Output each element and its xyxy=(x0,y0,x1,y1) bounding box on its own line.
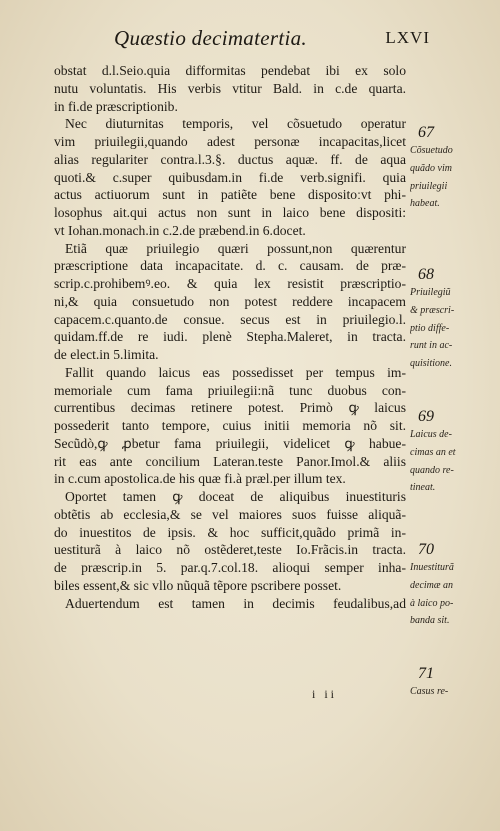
text-line: nutu voluntatis. His verbis vtitur Bald. in c.de quarta. xyxy=(54,80,406,96)
marginal-gloss-line: Laicus de- xyxy=(410,429,452,440)
text-line: de elect.in 5.limita. xyxy=(54,347,159,362)
marginal-note-71 xyxy=(410,665,496,701)
marginal-gloss-line: Cõsuetudo xyxy=(410,145,453,156)
text-line: alias regulariter contra.l.3.§. ductus aquæ. ff. de aqua xyxy=(54,151,406,167)
text-line: Nec diuturnitas temporis, vel cõsuetudo operatur xyxy=(65,116,406,132)
text-line: do inuestitos de ipsis. & hoc sufficit,quãdo primã in- xyxy=(54,524,406,540)
marginal-gloss-line: cimas an et xyxy=(410,446,456,458)
text-line: memoriale cum fama priuilegii:nã tunc duobus con- xyxy=(54,382,406,398)
text-line: Secũdò,ꝙ ꝓbetur fama priuilegii, videlicet ꝙ habue- xyxy=(54,435,406,451)
marginal-gloss-line: ptio diffe- xyxy=(410,322,450,334)
text-line: obtẽtis ab ecclesia,& se vel maiores suos fuisse aliquã- xyxy=(54,506,406,522)
marginal-gloss-line: Casus re- xyxy=(410,686,449,697)
marginal-gloss-line: Inuestiturã xyxy=(410,562,454,573)
text-line: in c.cum apostolica.de his quæ fi.à præl.per illum tex. xyxy=(54,471,346,487)
text-line: quoti.& c.super quibusdam.in fi.de verb.signifi. quia xyxy=(54,169,406,185)
marginal-gloss-line: quisitione. xyxy=(410,358,452,369)
main-text-column xyxy=(54,62,406,612)
marginal-gloss-line: tineat. xyxy=(410,482,436,494)
text-line: Aduertendum est tamen in decimis feudalibus,ad xyxy=(65,595,406,611)
marginal-number: 71 xyxy=(418,665,434,682)
text-line: in fi.de præscriptionib. xyxy=(54,98,178,114)
marginal-number: 67 xyxy=(418,124,434,141)
text-line: biles essent,& sic vllo nũquã tẽpore pscribere posset. xyxy=(54,577,342,593)
running-header xyxy=(114,26,430,52)
text-line: Oportet tamen ꝙ doceat de aliquibus inuestituris xyxy=(65,489,406,504)
text-line: scrip.c.prohibemꝰ.eo. & quia lex resistit præscriptio- xyxy=(54,276,406,291)
text-line: Fallit quando laicus eas possedisset per tempus im- xyxy=(65,364,406,380)
text-line: ni,& quia consuetudo non potest reddere incapacem xyxy=(54,293,406,309)
marginal-note-69 xyxy=(410,408,496,497)
marginal-note-67 xyxy=(410,124,496,213)
marginal-gloss-line: quando re- xyxy=(410,464,454,476)
marginal-number: 68 xyxy=(418,266,434,283)
marginal-gloss-line: à laico po- xyxy=(410,597,454,609)
text-line: Etiã quæ priuilegio quæri possunt,non quærentur xyxy=(65,240,406,256)
marginal-number: 70 xyxy=(418,541,434,558)
marginal-gloss-line: habeat. xyxy=(410,198,440,210)
marginal-note-70 xyxy=(410,541,496,630)
marginal-gloss-line: runt in ac- xyxy=(410,340,453,352)
text-line: quidam.ff.de re iudi. plenè Stepha.Maleret, in tracta. xyxy=(54,329,406,345)
text-line: actus actiuorum sunt in patiẽte bene dispositoːvt phi- xyxy=(54,187,406,203)
marginal-gloss-line: quãdo vim xyxy=(410,162,452,174)
text-line: losophus ait.qui actus non sunt in laico bene dispositi: xyxy=(54,205,406,220)
marginal-gloss-line: Priuilegiũ xyxy=(410,287,451,298)
marginal-gloss-line: banda sit. xyxy=(410,615,450,627)
text-line: præscriptione data incapacitate. d. c. causam. de præ- xyxy=(54,258,406,274)
signature-mark: i ii xyxy=(312,687,338,701)
text-line: de præscrip.in 5. par.q.7.col.18. alioqui semper inha- xyxy=(54,560,406,575)
marginal-gloss-line: priuilegii xyxy=(410,180,448,192)
folio-number: LXVI xyxy=(385,28,430,47)
text-line: currentibus decimas retinere potest. Primò ꝙ laicus xyxy=(54,400,406,416)
marginal-note-68 xyxy=(410,266,496,373)
text-line: vim priuilegii,quando adest personæ incapacitas,licet xyxy=(54,134,406,149)
marginal-gloss-line: decimæ an xyxy=(410,579,454,591)
text-line: uestiturã à laico nõ ostẽderet,teste Io.Frãcis.in tracta. xyxy=(54,542,406,558)
text-line: rit eas ante concilium Lateran.teste Panor.Imol.& aliis xyxy=(54,453,406,469)
text-line: vt Iohan.monach.in c.2.de præbend.in 6.docet. xyxy=(54,222,306,238)
text-line: possederit tanto tempore, cuius initii memoria nõ sit. xyxy=(54,418,406,433)
text-line: capacem.c.quanto.de consue. secus est in priuilegio.l. xyxy=(54,311,406,327)
marginal-gloss-line: & præscri- xyxy=(410,304,455,316)
marginal-number: 69 xyxy=(418,408,434,425)
text-line: obstat d.l.Seio.quia difformitas pendebat ibi ex solo xyxy=(54,63,406,78)
running-title: Quæstio decimatertia. xyxy=(114,26,307,50)
